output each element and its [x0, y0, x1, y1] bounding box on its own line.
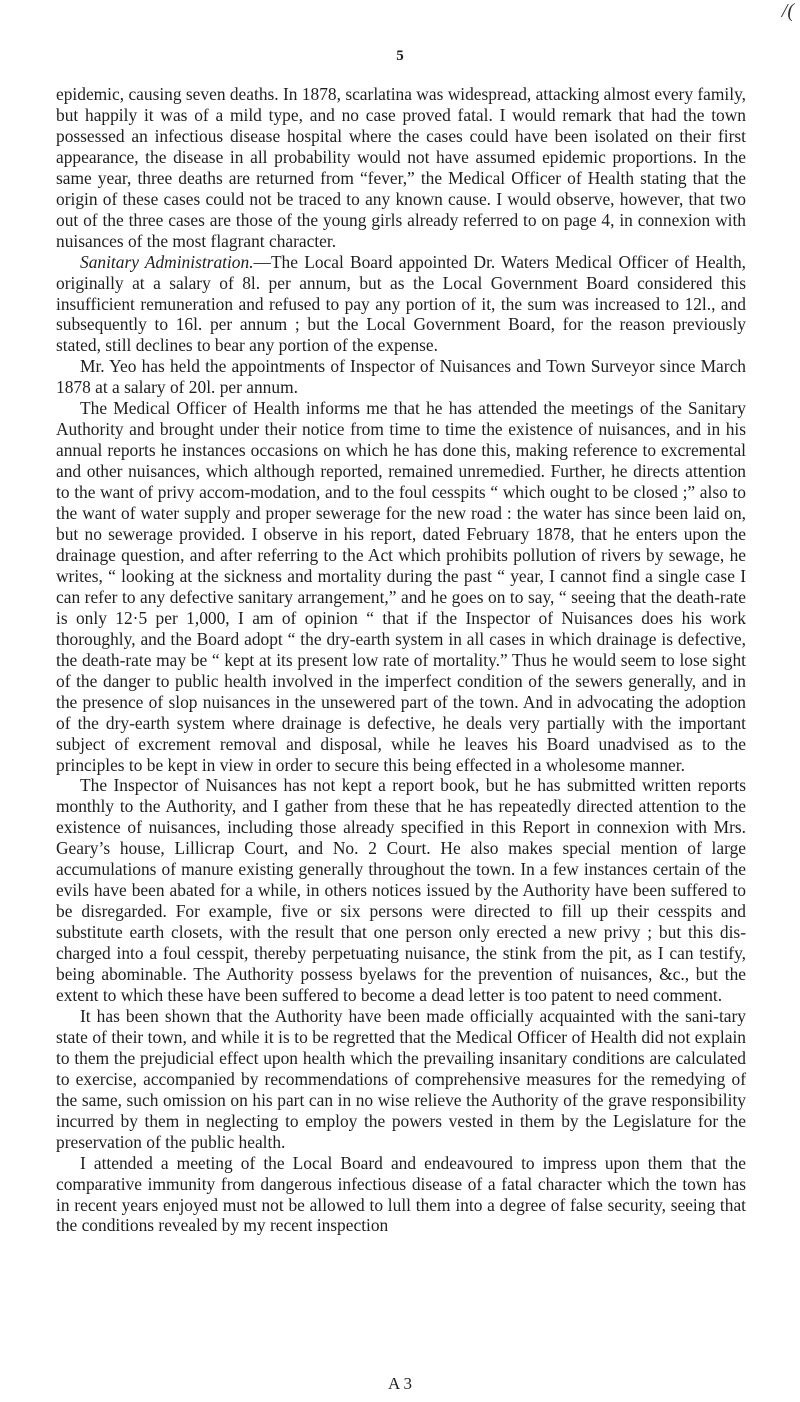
paragraph-sanitary-administration-text: —The Local Board appointed Dr. Waters Medical Officer of Health, originally at a salary of 8l. per annum, but as the Local Government Board considered this insufficient remuneration and refused to pay any portion of it, the sum was increased to 12l., and subsequently to 16l. per annum ; but the Local Government Board, for the reason previously stated, still declines to bear any portion of the expense.: [56, 251, 746, 356]
section-heading-sanitary-administration: Sanitary Administration.: [80, 251, 254, 272]
corner-mark: /(: [781, 0, 794, 22]
paragraph-epidemic: epidemic, causing seven deaths. In 1878, scarlatina was widespread, attacking almost every family, but happily it was of a mild type, and no case proved fatal. I would remark that had the town possessed an infectious disease hospital where the cases could have been isolated on their first appearance, the disease in all probability would not have assumed epidemic proportions. In the same year, three deaths are returned from “fever,” the Medical Officer of Health stating that the origin of these cases could not be traced to any known cause. I would observe, however, that two out of the three cases are those of the young girls already referred to on page 4, in connexion with nuisances of the most flagrant character.: [56, 84, 746, 251]
paragraph-authority-responsibility: It has been shown that the Authority have been made officially acquainted with the sani-tary state of their town, and while it is to be regretted that the Medical Officer of Health did not explain to them the prejudicial effect upon health which the prevailing insanitary conditions are calculated to exercise, accompanied by recommendations of comprehensive measures for the remedying of the same, such omission on his part can in no wise relieve the Authority of the grave responsibility incurred by them in neglecting to employ the powers vested in them by the Legislature for the preservation of the public health.: [56, 1005, 746, 1152]
paragraph-inspector-appointment: Mr. Yeo has held the appointments of Inspector of Nuisances and Town Surveyor since March 1878 at a salary of 20l. per annum.: [56, 356, 746, 398]
paragraph-inspector-reports: The Inspector of Nuisances has not kept a report book, but he has submitted written reports monthly to the Authority, and I gather from these that he has repeatedly directed attention to the existence of nuisances, including those already specified in this Report in connexion with Mrs. Geary’s house, Lillicrap Court, and No. 2 Court. He also makes special mention of large accumulations of manure existing generally throughout the town. In a few instances certain of the evils have been abated for a while, in others notices issued by the Authority have been suffered to be disregarded. For example, five or six persons were directed to fill up their cesspits and substitute earth closets, with the result that one person only erected a new privy ; but this dis-charged into a foul cesspit, thereby perpetuating nuisance, the stink from the pit, as I can testify, being abominable. The Authority possess byelaws for the prevention of nuisances, &c., but the extent to which these have been suffered to become a dead letter is too patent to need comment.: [56, 775, 746, 1005]
paragraph-medical-officer-reports: The Medical Officer of Health informs me that he has attended the meetings of the Sanitary Authority and brought under their notice from time to time the existence of nuisances, and in his annual reports he instances occasions on which he has done this, making reference to excremental and other nuisances, which although reported, remained unremedied. Further, he directs attention to the want of privy accom-modation, and to the foul cesspits “ which ought to be closed ;” also to the want of water supply and proper sewerage for the new road : the water has since been laid on, but no sewerage provided. I observe in his report, dated February 1878, that he enters upon the drainage question, and after referring to the Act which prohibits pollution of rivers by sewage, he writes, “ looking at the sickness and mortality during the past “ year, I cannot find a single case I can refer to any defective sanitary arrangement,” and he goes on to say, “ seeing that the death-rate is only 12·5 per 1,000, I am of opinion “ that if the Inspector of Nuisances does his work thoroughly, and the Board adopt “ the dry-earth system in all cases in which drainage is defective, the death-rate may be “ kept at its present low rate of mortality.” Thus he would seem to lose sight of the danger to public health involved in the imperfect condition of the sewers generally, and in the presence of slop nuisances in the unsewered part of the town. And in advocating the adoption of the dry-earth system where drainage is defective, he deals very partially with the important subject of excrement removal and disposal, while he leaves his Board unadvised as to the principles to be kept in view in order to secure this being effected in a wholesome manner.: [56, 398, 746, 775]
signature-mark: A 3: [387, 1374, 413, 1393]
paragraph-local-board-meeting: I attended a meeting of the Local Board and endeavoured to impress upon them that the comparative immunity from dangerous infectious disease of a fatal character which the town has in recent years enjoyed must not be allowed to lull them into a degree of false security, seeing that the conditions revealed by my recent inspection: [56, 1152, 746, 1236]
paragraph-sanitary-administration: [56, 252, 746, 357]
page-number: 5: [396, 48, 404, 64]
report-body: [56, 84, 746, 1236]
